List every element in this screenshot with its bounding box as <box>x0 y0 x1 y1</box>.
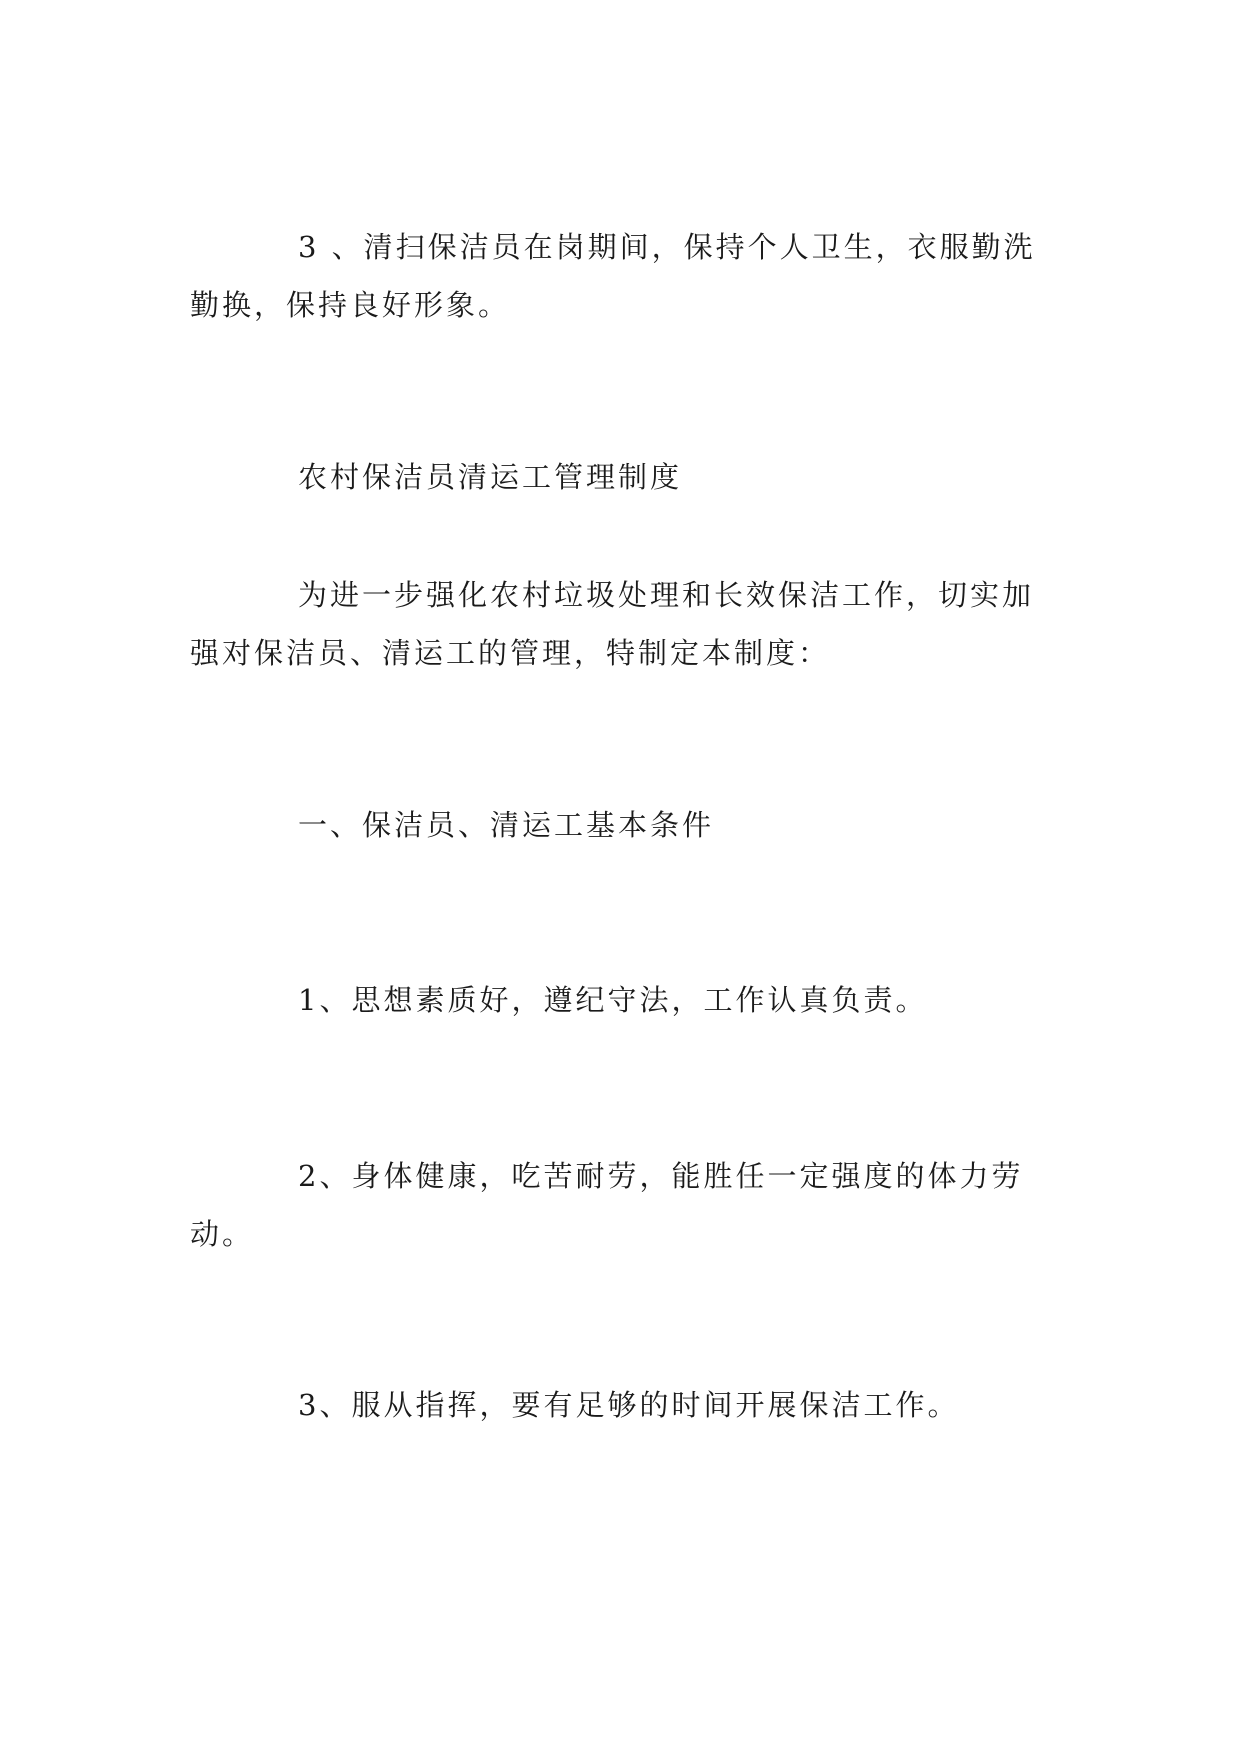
list-item-condition-2: 2、身体健康，吃苦耐劳，能胜任一定强度的体力劳动。 <box>190 1159 1024 1251</box>
list-item-condition-3: 3、服从指挥，要有足够的时间开展保洁工作。 <box>298 1388 960 1422</box>
section-title: 农村保洁员清运工管理制度 <box>298 460 683 494</box>
paragraph-hygiene-rule: 3 、清扫保洁员在岗期间，保持个人卫生，衣服勤洗勤换，保持良好形象。 <box>190 230 1036 322</box>
paragraph-intro: 为进一步强化农村垃圾处理和长效保洁工作，切实加强对保洁员、清运工的管理，特制定本制度： <box>190 578 1035 670</box>
heading-basic-conditions: 一、保洁员、清运工基本条件 <box>298 808 715 842</box>
list-item-condition-1: 1、思想素质好，遵纪守法，工作认真负责。 <box>298 983 928 1017</box>
